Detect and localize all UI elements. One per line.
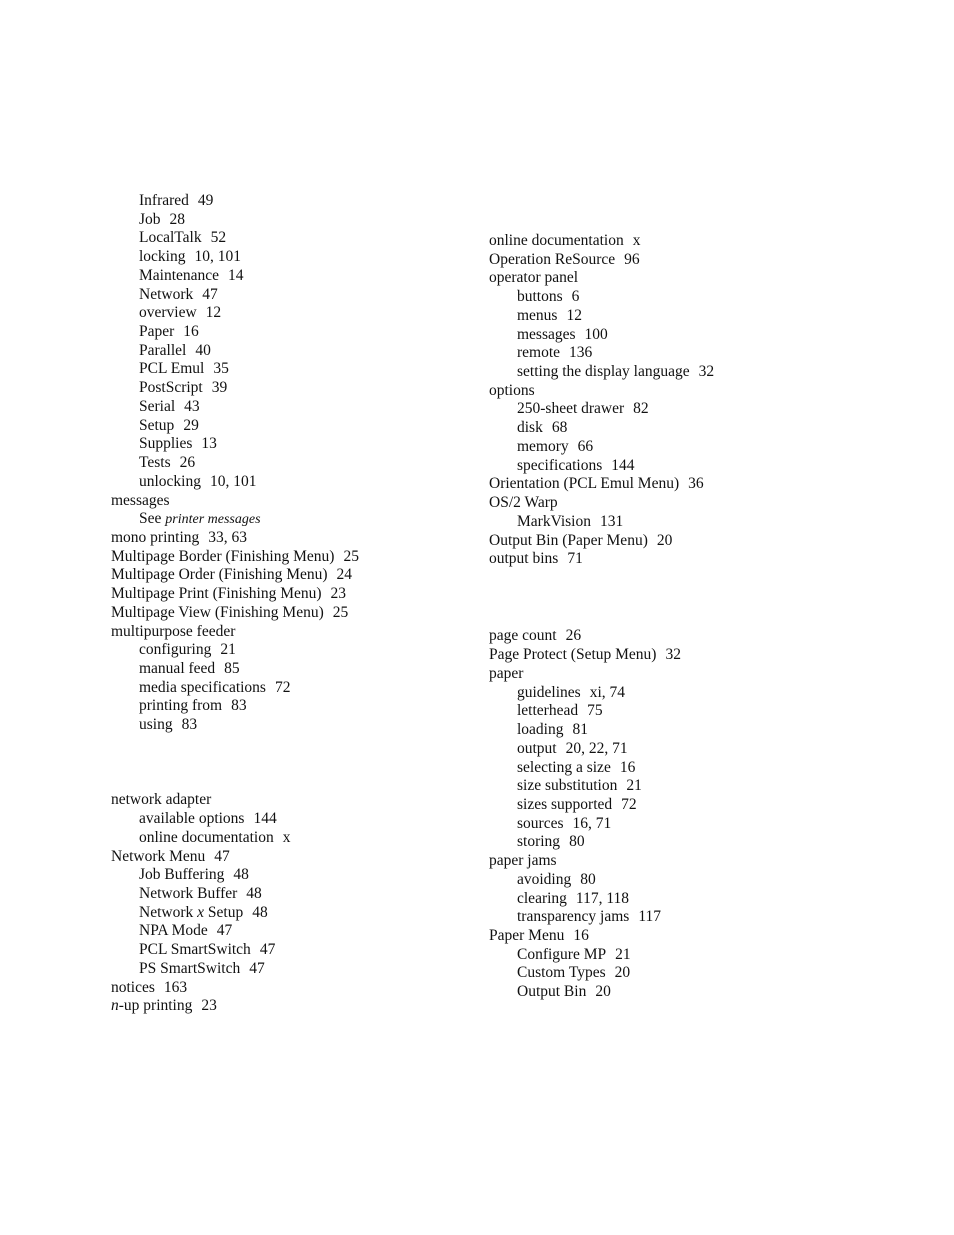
entry-term: NPA Mode [139, 922, 208, 940]
entry-term: Multipage Border (Finishing Menu) [111, 547, 335, 565]
entry-term: Infrared [139, 192, 189, 209]
index-subentry [517, 832, 585, 851]
page-numbers: 32 [698, 363, 715, 381]
entry-term: Output Bin [517, 983, 587, 1001]
entry-term: setting the display language [517, 363, 690, 381]
entry-term: paper [489, 664, 524, 682]
index-subentry [517, 795, 637, 814]
index-subentry [517, 776, 642, 795]
entry-term: online documentation [489, 232, 624, 249]
page-numbers: 21 [626, 777, 642, 795]
entry-term: remote [517, 344, 561, 362]
index-subentry [517, 963, 630, 982]
entry-term: output [517, 739, 557, 757]
entry-term: clearing [517, 889, 567, 907]
index-subentry [139, 472, 257, 491]
entry-term: memory [517, 437, 569, 455]
index-entry [489, 549, 583, 568]
page-numbers: 28 [169, 210, 186, 228]
index-entry [111, 978, 187, 997]
page-numbers: 25 [332, 603, 349, 621]
page-numbers: 6 [571, 288, 580, 306]
index-subentry [139, 884, 262, 903]
page-numbers: 16, 71 [572, 814, 612, 832]
page-numbers: 16 [183, 323, 199, 341]
entry-term: buttons [517, 288, 563, 306]
entry-term: Multipage Print (Finishing Menu) [111, 585, 322, 603]
entry-term: Network Buffer [139, 884, 238, 902]
index-subentry [139, 303, 221, 322]
index-subentry [517, 982, 611, 1001]
entry-term: OS/2 Warp [489, 494, 558, 512]
page-numbers: 83 [181, 716, 198, 734]
index-subentry [139, 341, 211, 360]
entry-term: Multipage View (Finishing Menu) [111, 603, 324, 621]
index-subentry [517, 683, 625, 702]
page-numbers: 68 [551, 419, 568, 437]
page-numbers: 52 [210, 229, 227, 247]
entry-term: Network [139, 285, 194, 303]
entry-term: PCL Emul [139, 360, 205, 378]
entry-term: menus [517, 306, 558, 324]
index-entry [489, 645, 681, 664]
index-subentry [517, 399, 649, 418]
page-numbers: 66 [577, 437, 594, 455]
page-numbers: 48 [233, 866, 249, 884]
page-numbers: 39 [211, 379, 228, 397]
page-numbers: 100 [584, 325, 608, 343]
page-numbers: 81 [572, 721, 588, 739]
page-numbers: 82 [633, 400, 649, 418]
index-subentry [517, 512, 623, 531]
index-subentry [139, 453, 195, 472]
entry-term: network adapter [111, 791, 212, 809]
page-numbers: 36 [688, 475, 704, 493]
page-numbers: 117 [638, 908, 662, 926]
entry-term: mono printing [111, 528, 200, 546]
index-subentry [517, 945, 631, 964]
entry-term: transparency jams [517, 908, 630, 926]
entry-term: online documentation [139, 828, 274, 846]
page-numbers: 20 [595, 983, 611, 1001]
entry-term: Job [139, 210, 161, 228]
index-entry [111, 603, 348, 622]
index-subentry [139, 322, 199, 341]
page-numbers: 47 [259, 941, 276, 959]
page-numbers: 83 [231, 697, 247, 715]
index-subentry [139, 210, 185, 229]
index-subentry [139, 921, 232, 940]
entry-term: page count [489, 627, 557, 645]
entry-term: size substitution [517, 777, 618, 795]
index-entry [111, 622, 235, 641]
index-subentry [517, 720, 588, 739]
entry-term: Orientation (PCL Emul Menu) [489, 475, 680, 493]
index-subentry [139, 715, 197, 734]
entry-term: Serial [139, 397, 176, 415]
page-numbers: 131 [599, 512, 624, 530]
entry-term: messages [517, 325, 576, 343]
index-entry [111, 491, 170, 510]
page-numbers: 10, 101 [194, 248, 241, 266]
entry-term-rest: Setup [204, 903, 244, 921]
index-subentry [139, 266, 244, 285]
page-numbers: 13 [201, 435, 217, 453]
index-entry [489, 493, 558, 512]
page-numbers: 12 [566, 306, 582, 324]
entry-term: Maintenance [139, 266, 220, 284]
entry-term: Parallel [139, 341, 187, 359]
index-subentry [517, 362, 714, 381]
page-numbers: x [632, 232, 641, 249]
index-subentry [139, 640, 236, 659]
page-numbers: 80 [580, 870, 596, 888]
index-subentry [517, 870, 596, 889]
index-subentry [517, 437, 593, 456]
index-subentry [139, 397, 200, 416]
page-numbers: 117, 118 [575, 889, 630, 907]
entry-term: sizes supported [517, 795, 613, 813]
page-numbers: 26 [179, 454, 196, 472]
index-subentry [139, 696, 247, 715]
page-numbers: 40 [195, 341, 211, 359]
index-subentry [139, 191, 213, 210]
page-numbers: 35 [213, 360, 229, 378]
entry-term: options [489, 381, 535, 399]
entry-term: selecting a size [517, 758, 611, 776]
entry-term: Operation ReSource [489, 250, 616, 268]
index-subentry [139, 247, 241, 266]
entry-term: available options [139, 810, 245, 828]
index-subentry [139, 959, 265, 978]
index-subentry [139, 378, 227, 397]
page-numbers: 32 [665, 646, 681, 664]
index-entry [111, 996, 217, 1015]
page-numbers: 20 [656, 531, 673, 549]
entry-term: locking [139, 248, 186, 266]
page-numbers: 144 [253, 810, 277, 828]
entry-term: operator panel [489, 269, 579, 287]
entry-term: Paper [139, 323, 175, 341]
index-subentry [517, 418, 567, 437]
page-numbers: 47 [202, 285, 218, 303]
entry-term: avoiding [517, 870, 572, 888]
index-subentry [517, 758, 635, 777]
entry-term: Network Menu [111, 847, 206, 865]
entry-term: PS SmartSwitch [139, 959, 241, 977]
index-subentry [517, 456, 634, 475]
entry-term: notices [111, 978, 155, 996]
entry-term: 250-sheet drawer [517, 400, 625, 418]
index-subentry [139, 903, 268, 922]
index-entry [111, 528, 247, 547]
entry-term: letterhead [517, 702, 579, 720]
page-numbers: 16 [619, 758, 636, 776]
page-numbers: 49 [197, 192, 214, 209]
entry-term: Page Protect (Setup Menu) [489, 646, 657, 664]
page-numbers: 144 [611, 456, 635, 474]
entry-term-italic: x [197, 903, 205, 921]
page-numbers: 10, 101 [210, 472, 257, 490]
index-subentry [517, 889, 629, 908]
entry-term: using [139, 716, 173, 734]
entry-term: messages [111, 491, 170, 509]
page-numbers: 16 [573, 926, 589, 944]
entry-term-italic: n [111, 997, 119, 1015]
index-subentry [139, 416, 199, 435]
index-subentry [139, 434, 217, 453]
index-entry [489, 531, 672, 550]
entry-term: PostScript [139, 379, 203, 397]
entry-term: Paper Menu [489, 926, 565, 944]
page-numbers: 20 [614, 964, 631, 982]
index-subentry [139, 228, 226, 247]
index-entry [489, 250, 640, 269]
index-subentry [139, 659, 240, 678]
index-entry [489, 851, 557, 870]
entry-term: overview [139, 304, 197, 322]
index-entry [111, 847, 230, 866]
page-numbers: 72 [621, 795, 637, 813]
index-subentry [517, 739, 628, 758]
page-numbers: 136 [569, 344, 593, 362]
page-numbers: 12 [205, 304, 222, 322]
page-numbers: 23 [330, 585, 347, 603]
index-entry [489, 231, 640, 250]
entry-term: Job Buffering [139, 866, 225, 884]
entry-term: See [139, 510, 162, 528]
index-subentry [139, 678, 290, 697]
page-numbers: 47 [214, 847, 230, 865]
page-numbers: 96 [624, 250, 640, 268]
entry-term: disk [517, 419, 543, 437]
entry-term: unlocking [139, 472, 201, 490]
page-numbers: 21 [615, 945, 631, 963]
index-entry [489, 626, 581, 645]
entry-term: PCL SmartSwitch [139, 941, 251, 959]
entry-term: configuring [139, 641, 212, 659]
entry-term: loading [517, 721, 564, 739]
page-numbers: 47 [249, 959, 265, 977]
entry-term: paper jams [489, 852, 557, 870]
page-numbers: 23 [201, 997, 217, 1015]
page-numbers: x [282, 828, 291, 846]
index-entry [489, 268, 578, 287]
index-entry [111, 790, 211, 809]
page-numbers: 43 [184, 397, 200, 415]
index-entry [111, 547, 359, 566]
page-numbers: 14 [228, 266, 244, 284]
index-subentry [139, 285, 218, 304]
page-numbers: 75 [587, 702, 603, 720]
entry-term: Custom Types [517, 964, 606, 982]
index-subentry [517, 325, 608, 344]
entry-term: Output Bin (Paper Menu) [489, 531, 648, 549]
entry-term: multipurpose feeder [111, 622, 236, 640]
page-numbers: 26 [565, 627, 582, 645]
index-subentry [139, 809, 277, 828]
index-subentry [139, 865, 249, 884]
page-numbers: 85 [224, 660, 240, 677]
entry-term: printing from [139, 697, 223, 715]
page-numbers: 20, 22, 71 [565, 739, 628, 757]
index-subentry [517, 343, 592, 362]
index-subentry [517, 814, 611, 833]
entry-term: Network [139, 903, 198, 921]
page-numbers: 71 [567, 550, 583, 568]
entry-term: Multipage Order (Finishing Menu) [111, 566, 328, 584]
entry-term: sources [517, 814, 564, 832]
index-entry [489, 664, 523, 683]
entry-term: MarkVision [517, 512, 591, 530]
entry-term: storing [517, 833, 561, 851]
entry-term: media specifications [139, 678, 266, 696]
index-subentry [139, 828, 290, 847]
page-numbers: 48 [252, 903, 268, 921]
index-subentry [139, 509, 261, 528]
page-numbers: 80 [569, 833, 585, 851]
index-subentry [517, 306, 582, 325]
entry-term: Configure MP [517, 945, 607, 963]
page-numbers: 33, 63 [208, 528, 248, 546]
page-numbers: 72 [274, 678, 291, 696]
index-subentry [517, 287, 579, 306]
page-numbers: 21 [220, 641, 236, 659]
index-entry [489, 474, 704, 493]
see-reference: printer messages [165, 512, 261, 528]
entry-term-rest: -up printing [118, 997, 193, 1015]
index-subentry [139, 359, 229, 378]
page-numbers: 163 [163, 978, 188, 996]
index-entry [111, 565, 352, 584]
page-numbers: 29 [183, 416, 199, 434]
index-entry [111, 584, 346, 603]
entry-term: Tests [139, 454, 171, 472]
index-subentry [139, 940, 275, 959]
entry-term: guidelines [517, 683, 581, 701]
index-entry [489, 381, 535, 400]
entry-term: LocalTalk [139, 229, 202, 247]
entry-term: specifications [517, 456, 603, 474]
page-numbers: 24 [336, 566, 353, 584]
index-entry [489, 926, 589, 945]
page-numbers: 48 [246, 884, 262, 902]
page-numbers: xi, 74 [589, 683, 626, 701]
entry-term: Supplies [139, 435, 193, 453]
index-subentry [517, 907, 661, 926]
entry-term: manual feed [139, 660, 216, 677]
entry-term: Setup [139, 416, 175, 434]
page-numbers: 47 [216, 922, 233, 940]
page-numbers: 25 [343, 547, 359, 565]
index-subentry [517, 701, 603, 720]
entry-term: output bins [489, 550, 559, 568]
